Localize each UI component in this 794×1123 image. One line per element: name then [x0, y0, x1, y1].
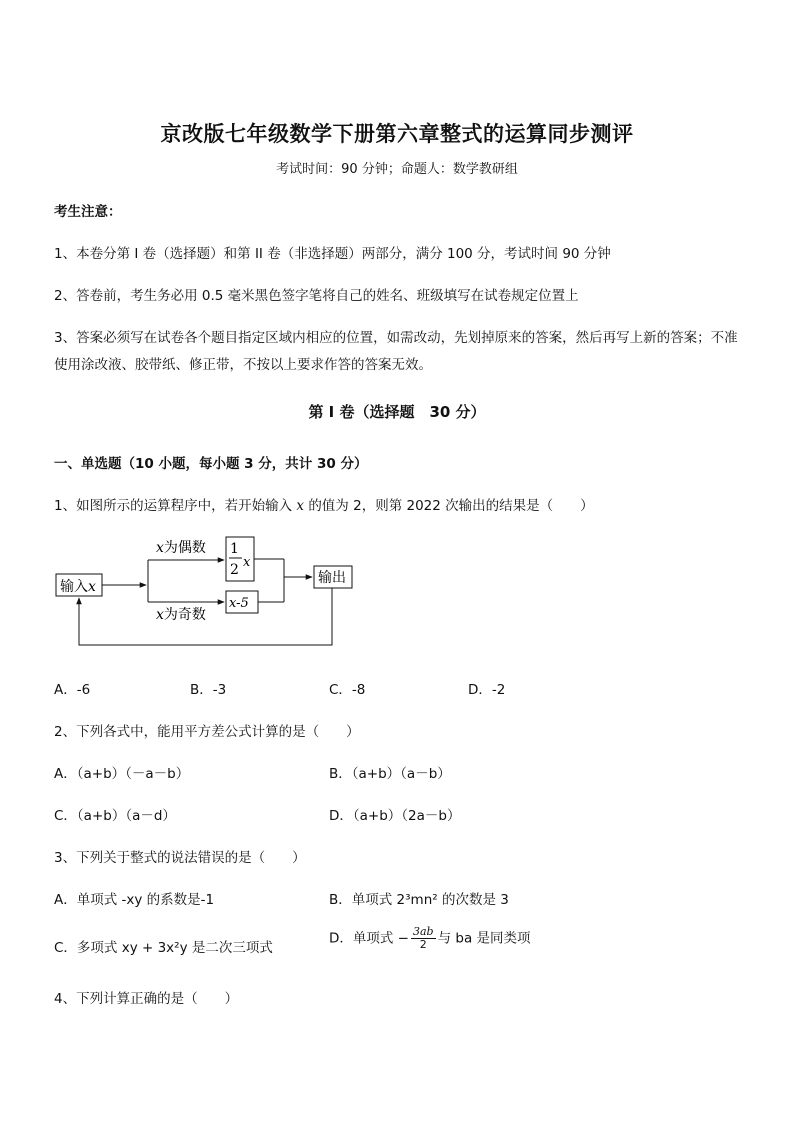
output-label: 输出: [318, 570, 346, 586]
flowchart-diagram: [50, 528, 370, 653]
question-3-option-d[interactable]: [329, 926, 531, 951]
notice-heading: 考生注意：: [54, 204, 122, 220]
part-title: 一、单选题（10 小题，每小题 3 分，共计 30 分）: [54, 456, 368, 472]
question-2-option-b[interactable]: B．（a+b）（a－b）: [329, 766, 451, 782]
question-4-stem: 4、下列计算正确的是（ ）: [54, 991, 239, 1007]
fraction-numerator: 3ab: [413, 925, 434, 938]
question-3-option-b[interactable]: B．单项式 2³mn² 的次数是 3: [329, 892, 509, 908]
half-variable: x: [243, 555, 251, 570]
question-1-variable: x: [296, 498, 305, 514]
notice-item-1: 1、本卷分第 I 卷（选择题）和第 II 卷（非选择题）两部分，满分 100 分，考试时间 90 分钟: [54, 246, 611, 262]
question-1-stem-end: 的值为 2，则第 2022 次输出的结果是（ ）: [308, 498, 594, 514]
notice-item-3: 3、答案必须写在试卷各个题目指定区域内相应的位置，如需改动，先划掉原来的答案，然后再写上新的答案；不准使用涂改液、胶带纸、修正带，不按以上要求作答的答案无效。: [54, 330, 738, 373]
half-numerator: 1: [230, 541, 239, 557]
question-3-option-d-fraction: [411, 926, 436, 951]
even-label: x为偶数: [156, 540, 206, 556]
question-1-stem-start: 1、如图所示的运算程序中，若开始输入: [54, 498, 293, 514]
question-1-option-a[interactable]: A．-6: [54, 682, 91, 698]
section-title: 第 I 卷（选择题 30 分）: [308, 403, 486, 421]
question-3-option-c[interactable]: C．多项式 xy + 3x²y 是二次三项式: [54, 940, 273, 956]
half-denominator: 2: [230, 562, 239, 578]
notice-item-2: 2、答卷前，考生务必用 0.5 毫米黑色签字笔将自己的姓名、班级填写在试卷规定位置上: [54, 288, 579, 304]
question-2-stem: 2、下列各式中，能用平方差公式计算的是（ ）: [54, 724, 360, 740]
question-3-stem: 3、下列关于整式的说法错误的是（ ）: [54, 850, 306, 866]
question-2-option-d[interactable]: D．（a+b）（2a－b）: [329, 808, 461, 824]
question-1-stem: [54, 494, 594, 514]
question-2-option-c[interactable]: C．（a+b）（a－d）: [54, 808, 176, 824]
question-3-option-d-suffix: 与 ba 是同类项: [437, 930, 531, 947]
question-1-option-c[interactable]: C．-8: [329, 682, 366, 698]
question-1-option-b[interactable]: B．-3: [190, 682, 227, 698]
odd-label: x为奇数: [156, 607, 206, 623]
question-2-option-a[interactable]: A．（a+b）（－a－b）: [54, 766, 190, 782]
question-1-option-d[interactable]: D．-2: [468, 682, 506, 698]
question-3-option-a[interactable]: A．单项式 -xy 的系数是-1: [54, 892, 215, 908]
minus-label: x-5: [229, 596, 249, 611]
input-label: 输入x: [60, 579, 96, 595]
page-subtitle: 考试时间：90 分钟；命题人：数学教研组: [276, 162, 518, 177]
page-title: 京改版七年级数学下册第六章整式的运算同步测评: [160, 121, 634, 146]
fraction-denominator: 2: [419, 938, 427, 951]
question-3-option-d-prefix: D．单项式 −: [329, 930, 409, 947]
